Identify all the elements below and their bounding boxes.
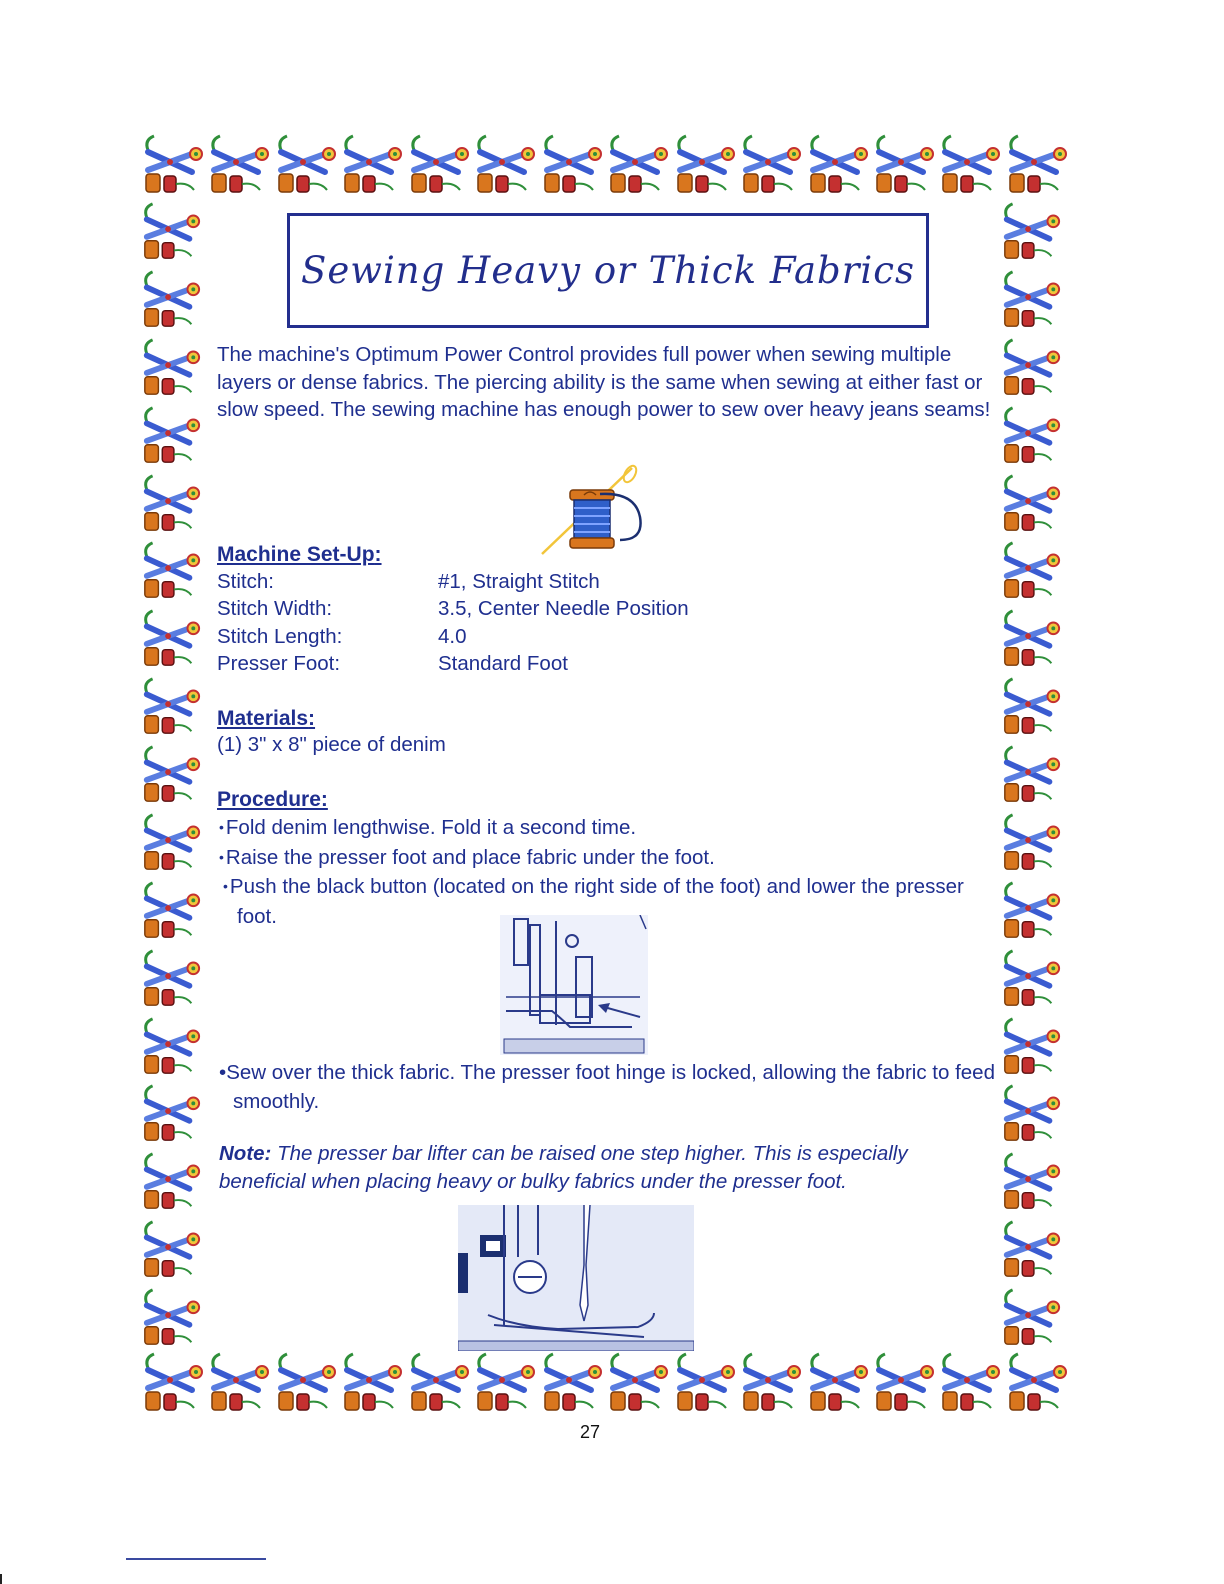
scissors-spool-border-icon [472, 1350, 538, 1416]
procedure-step: • Raise the presser foot and place fabric under the foot. [219, 844, 1009, 874]
procedure-step-sew: •Sew over the thick fabric. The presser foot hinge is locked, allowing the fabric to feed smoothly. [219, 1061, 995, 1113]
scissors-spool-border-icon [138, 743, 204, 807]
scissors-spool-border-icon [738, 1350, 804, 1416]
machine-setup-table [217, 568, 689, 677]
scissors-spool-border-icon [998, 1150, 1064, 1214]
border-bottom [140, 1350, 1070, 1420]
setup-value: Standard Foot [438, 651, 568, 675]
scissors-spool-border-icon [998, 1218, 1064, 1282]
border-right [998, 200, 1070, 1350]
page-title: Sewing Heavy or Thick Fabrics [301, 249, 915, 292]
scissors-spool-border-icon [605, 132, 671, 198]
scissors-spool-border-icon [140, 1350, 206, 1416]
materials-heading: Materials: [217, 707, 316, 730]
scissors-spool-border-icon [138, 879, 204, 943]
setup-row [217, 623, 689, 650]
scissors-spool-border-icon [998, 404, 1064, 468]
scissors-spool-border-icon [138, 1286, 204, 1350]
scan-mark [0, 1574, 2, 1584]
setup-value: 3.5, Center Needle Position [438, 597, 689, 621]
note-text: The presser bar lifter can be raised one step higher. This is especially beneficial when placing heavy or bulky fabrics under the presser foot. [219, 1142, 908, 1193]
scissors-spool-border-icon [138, 539, 204, 603]
scissors-spool-border-icon [339, 1350, 405, 1416]
scissors-spool-border-icon [206, 132, 272, 198]
scissors-spool-border-icon [672, 1350, 738, 1416]
note-paragraph [219, 1140, 979, 1195]
scissors-spool-border-icon [998, 947, 1064, 1011]
scissors-spool-border-icon [140, 132, 206, 198]
scissors-spool-border-icon [339, 132, 405, 198]
note-label: Note: [219, 1142, 272, 1165]
setup-label: Stitch Length: [217, 624, 343, 648]
scissors-spool-border-icon [539, 132, 605, 198]
scissors-spool-border-icon [138, 811, 204, 875]
scissors-spool-border-icon [672, 132, 738, 198]
setup-row [217, 595, 689, 622]
scissors-spool-border-icon [138, 675, 204, 739]
scissors-spool-border-icon [937, 132, 1003, 198]
setup-label: Stitch: [217, 570, 274, 593]
scissors-spool-border-icon [805, 132, 871, 198]
scissors-spool-border-icon [805, 1350, 871, 1416]
scissors-spool-border-icon [1004, 132, 1070, 198]
scissors-spool-border-icon [138, 1150, 204, 1214]
scissors-spool-border-icon [406, 1350, 472, 1416]
materials-item: (1) 3" x 8" piece of denim [217, 733, 446, 756]
scissors-spool-border-icon [138, 472, 204, 536]
scissors-spool-border-icon [998, 607, 1064, 671]
scissors-spool-border-icon [871, 132, 937, 198]
scissors-spool-border-icon [138, 200, 204, 264]
scissors-spool-border-icon [998, 336, 1064, 400]
setup-row [217, 650, 689, 677]
scissors-spool-border-icon [138, 336, 204, 400]
scissors-spool-border-icon [138, 1218, 204, 1282]
presser-foot-illustration [500, 915, 648, 1055]
scissors-spool-border-icon [138, 947, 204, 1011]
scissors-spool-border-icon [998, 200, 1064, 264]
border-left [138, 200, 210, 1350]
setup-label: Stitch Width: [217, 597, 333, 621]
scissors-spool-border-icon [539, 1350, 605, 1416]
scissors-spool-border-icon [138, 404, 204, 468]
scissors-spool-border-icon [871, 1350, 937, 1416]
presser-bar-illustration [458, 1205, 694, 1351]
scissors-spool-border-icon [273, 1350, 339, 1416]
page-number: 27 [580, 1422, 601, 1442]
setup-value: 4.0 [438, 624, 467, 648]
scissors-spool-border-icon [998, 268, 1064, 332]
intro-paragraph: The machine's Optimum Power Control provides full power when sewing multiple layers or dense fabrics. The piercing ability is the same when sewing at either fast or slow speed. The sewing machine has enough power to sew over heavy jeans seams! [217, 343, 991, 421]
scissors-spool-border-icon [206, 1350, 272, 1416]
scissors-spool-border-icon [998, 539, 1064, 603]
scissors-spool-border-icon [273, 132, 339, 198]
scissors-spool-border-icon [937, 1350, 1003, 1416]
machine-setup-heading: Machine Set-Up: [217, 543, 382, 566]
scissors-spool-border-icon [605, 1350, 671, 1416]
scissors-spool-border-icon [998, 743, 1064, 807]
scissors-spool-border-icon [138, 1082, 204, 1146]
scissors-spool-border-icon [998, 472, 1064, 536]
border-top [140, 132, 1070, 202]
setup-row [217, 568, 689, 595]
procedure-heading: Procedure: [217, 788, 328, 811]
scissors-spool-border-icon [1004, 1350, 1070, 1416]
thread-spool-icon [540, 462, 658, 562]
footer-rule [126, 1558, 266, 1560]
scissors-spool-border-icon [998, 675, 1064, 739]
scissors-spool-border-icon [998, 1286, 1064, 1350]
procedure-list [219, 814, 1009, 930]
setup-label: Presser Foot: [217, 651, 341, 675]
scissors-spool-border-icon [138, 1015, 204, 1079]
scissors-spool-border-icon [738, 132, 804, 198]
scissors-spool-border-icon [472, 132, 538, 198]
scissors-spool-border-icon [138, 607, 204, 671]
title-box [287, 213, 929, 328]
scissors-spool-border-icon [406, 132, 472, 198]
setup-value: #1, Straight Stitch [438, 570, 600, 593]
procedure-step: • Push the black button (located on the right side of the foot) and lower the presser foot. [219, 873, 1009, 930]
scissors-spool-border-icon [138, 268, 204, 332]
procedure-step: • Fold denim lengthwise. Fold it a second time. [219, 814, 1009, 844]
